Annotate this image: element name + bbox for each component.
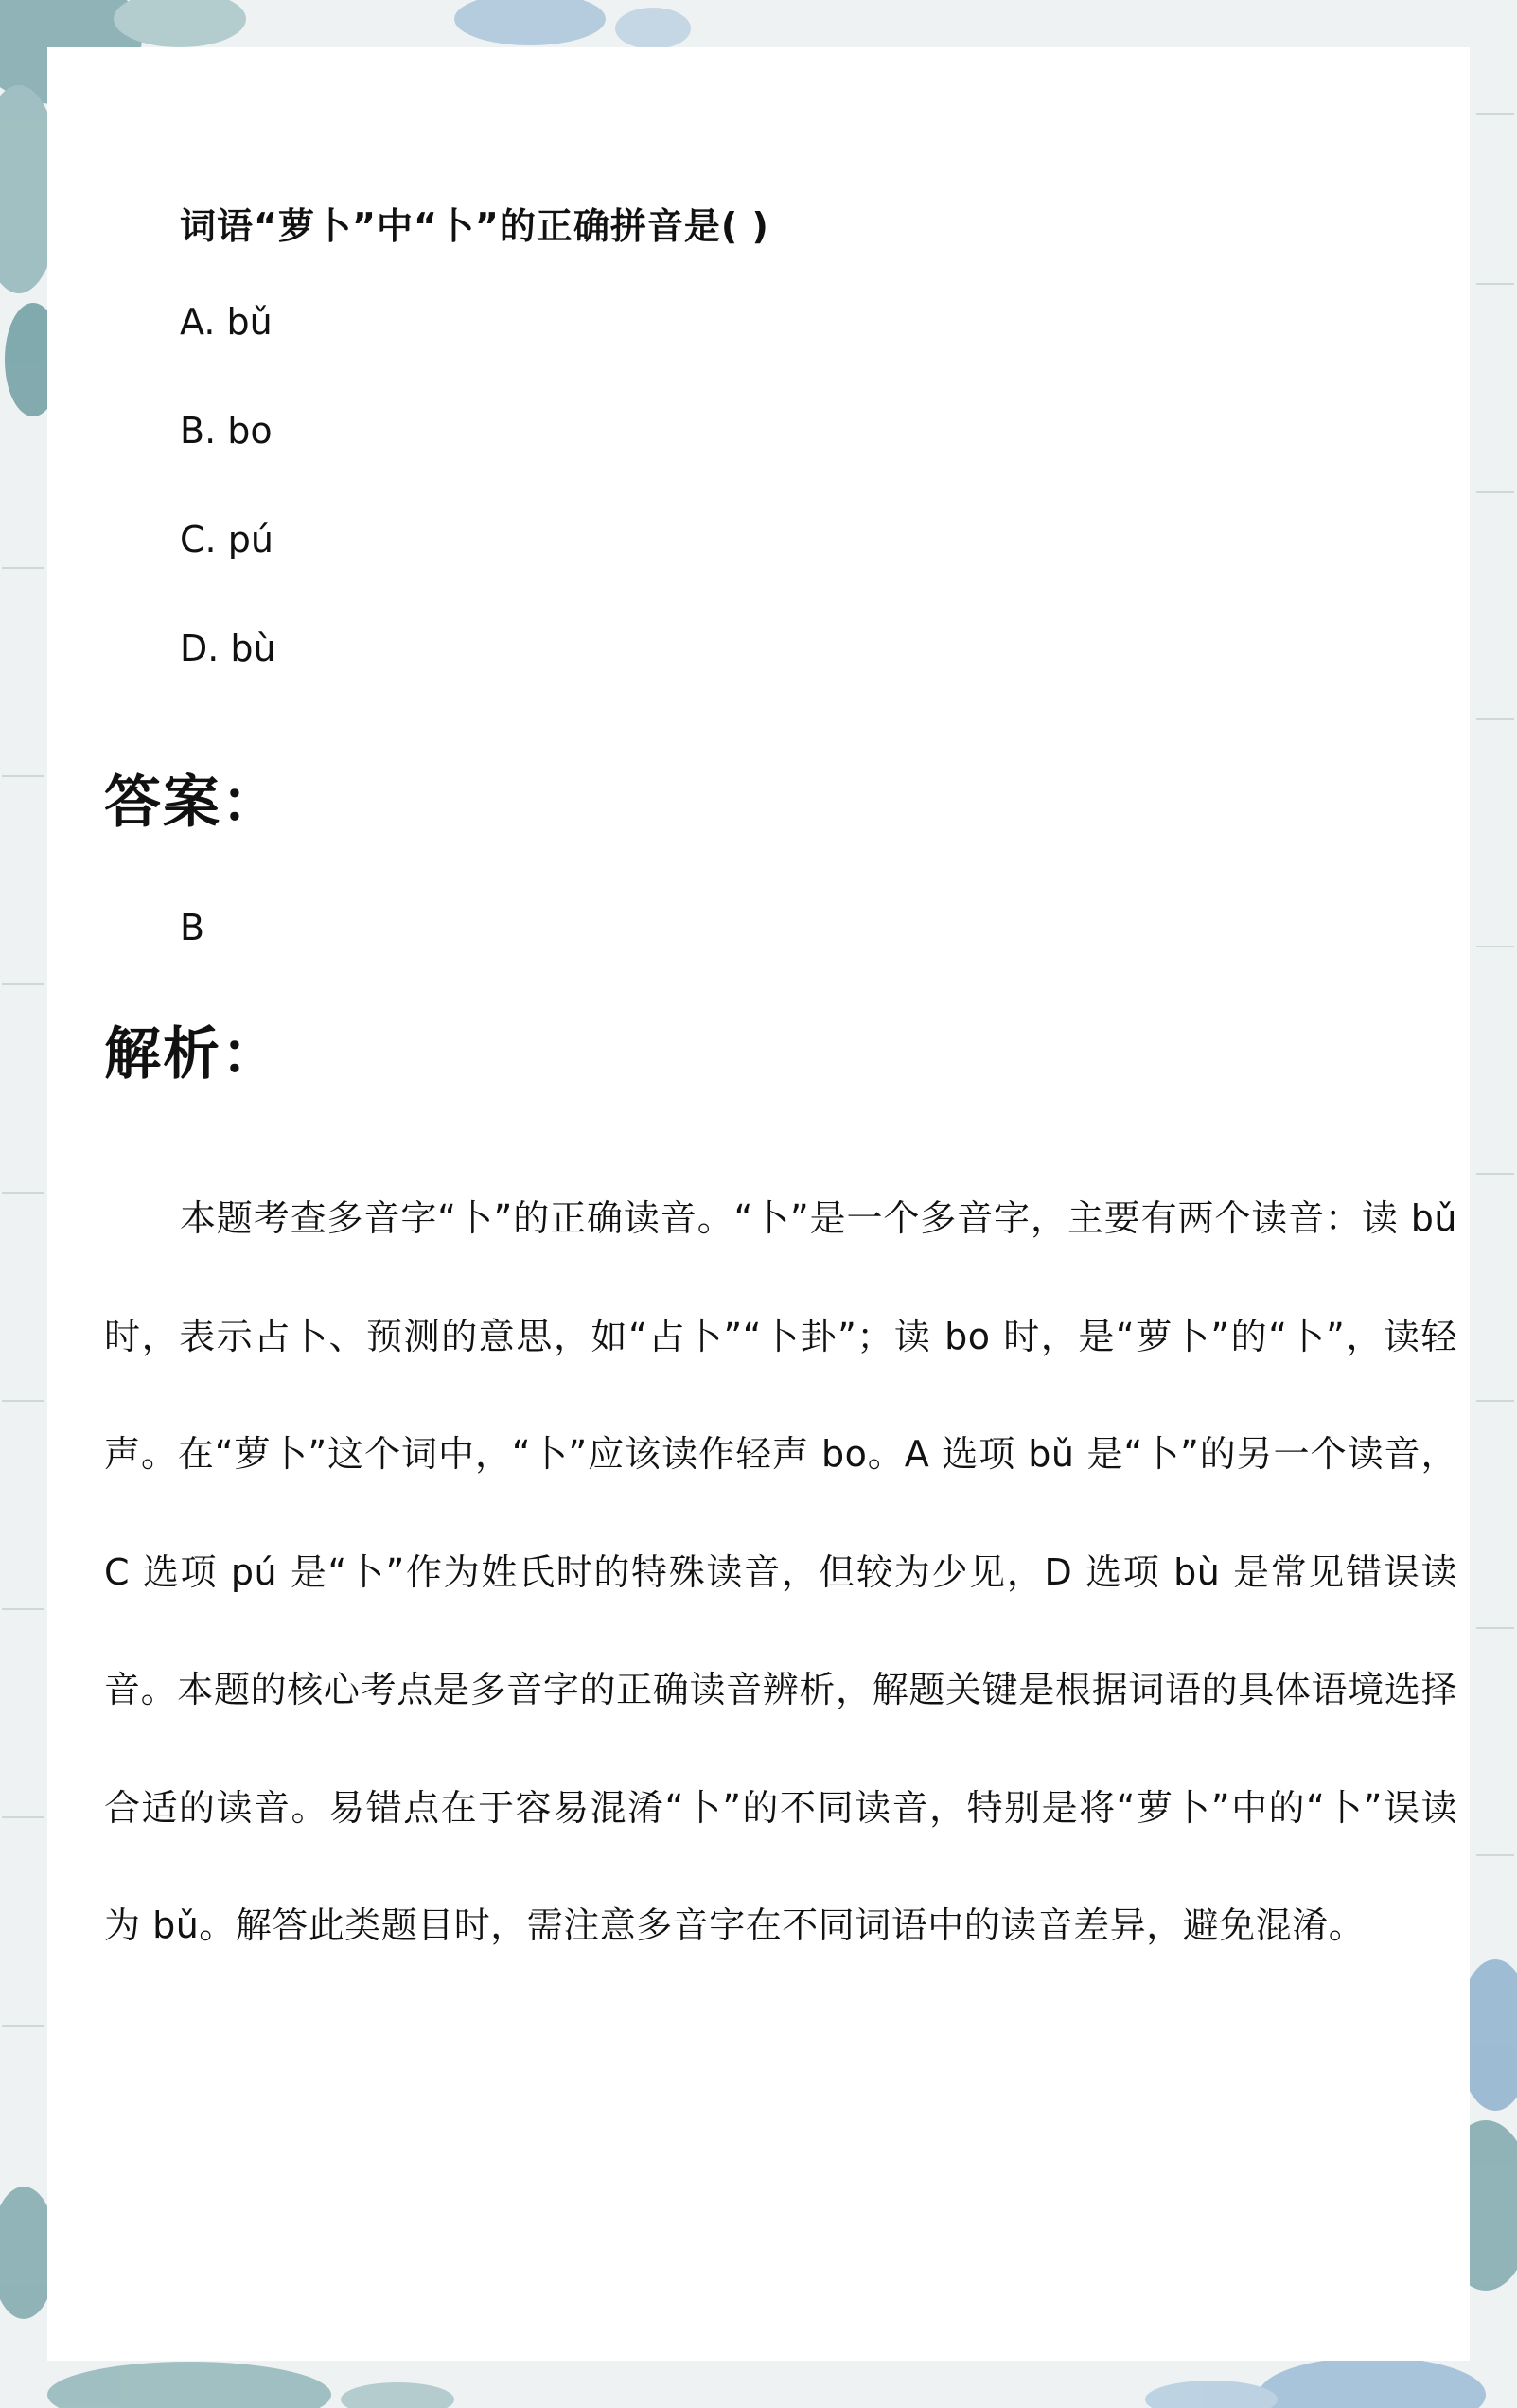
analysis-text: 本题考查多音字“卜”的正确读音。“卜”是一个多音字，主要有两个读音：读 bǔ 时，表示占卜、预测的意思，如“占卜”“卜卦”；读 bo 时，是“萝卜”的“卜”，读轻声。在“萝卜”这个词中，“卜”应该读作轻声 bo。A 选项 bǔ 是“卜”的另一个读音，C 选项 pú 是“卜”作为姓氏时的特殊读音，但较为少见，D 选项 bù 是常见错误读音。本题的核心考点是多音字的正确读音辨析，解题关键是根据词语的具体语境选择合适的读音。易错点在于容易混淆“卜”的不同读音，特别是将“萝卜”中的“卜”误读为 bǔ。解答此类题目时，需注意多音字在不同词语中的读音差异，避免混淆。 xyxy=(104,1197,1457,1946)
document-page xyxy=(47,47,1470,2361)
option-c: C. pú xyxy=(180,519,273,560)
option-list xyxy=(180,298,276,734)
analysis-heading: 解析： xyxy=(104,1021,280,1088)
answer-heading: 答案： xyxy=(104,770,280,836)
answer-value: B xyxy=(180,907,205,948)
option-b: B. bo xyxy=(180,410,273,452)
question-stem: 词语“萝卜”中“卜”的正确拼音是( ) xyxy=(180,205,769,247)
option-a: A. bǔ xyxy=(180,301,273,343)
option-d: D. bù xyxy=(180,628,276,669)
